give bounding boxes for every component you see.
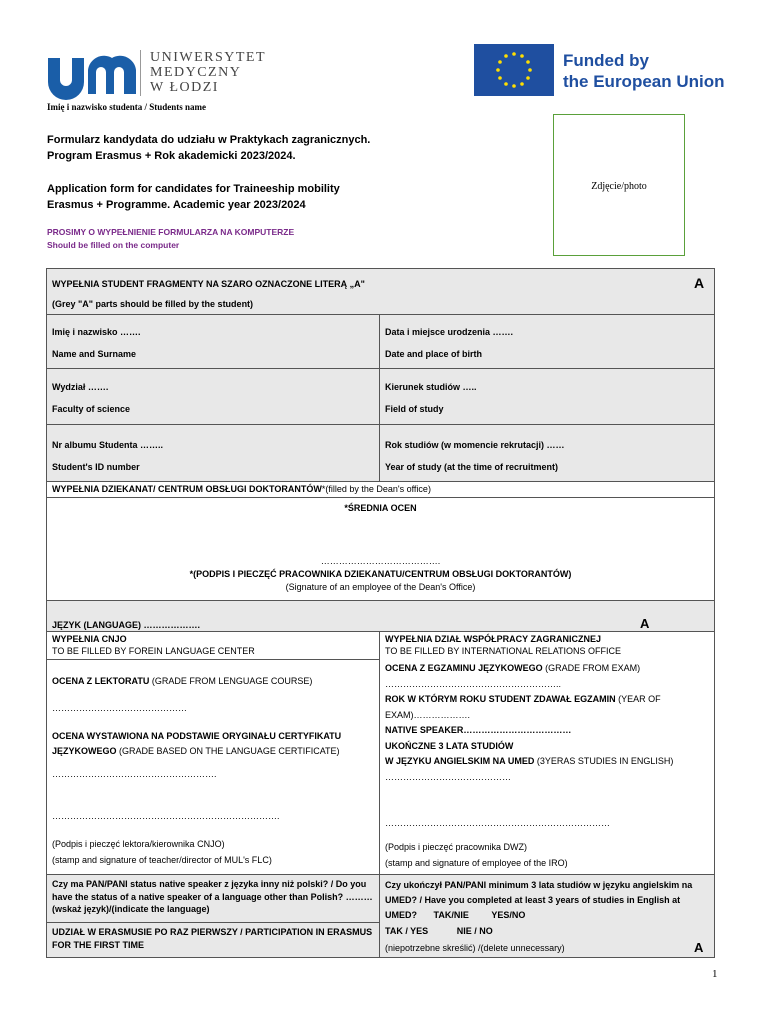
native-speaker-field[interactable]: NATIVE SPEAKER……………………………… xyxy=(385,725,572,735)
lector-grade-rest: (GRADE FROM LENGUAGE COURSE) xyxy=(149,676,313,686)
year-label-pl: Rok studiów (w momencie rekrutacji) …… xyxy=(385,440,565,450)
lector-sign-label xyxy=(52,836,272,868)
yes-no-option[interactable]: YES/NO xyxy=(491,910,526,920)
iro-title-en: TO BE FILLED BY INTERNATIONAL RELATIONS OFFICE xyxy=(385,645,622,656)
three-years-text: Czy ukończył PAN/PANI minimum 3 lata studiów w języku angielskim na UMED? / Have you completed at least 3 years of studies in English at UMED? xyxy=(385,880,693,920)
eu-funded-line2: the European Union xyxy=(563,72,725,91)
dean-header-bold: WYPEŁNIA DZIEKANAT/ CENTRUM OBSŁUGI DOKTORANTÓW xyxy=(52,484,322,494)
name-field[interactable] xyxy=(52,321,372,365)
cert-bold-2: JĘZYKOWEGO xyxy=(52,746,117,756)
cert-bold-1: OCENA WYSTAWIONA NA PODSTAWIE ORYGINAŁU CERTYFIKATU xyxy=(52,731,342,741)
title-english xyxy=(47,181,340,213)
section-a-letter: A xyxy=(694,275,705,291)
year-label-en: Year of study (at the time of recruitment) xyxy=(385,462,559,472)
university-logo xyxy=(46,48,276,100)
title-en-line1: Application form for candidates for Traineeship mobility xyxy=(47,183,340,195)
lector-grade-input[interactable]: ……………………………………… xyxy=(52,703,187,713)
deans-office-header xyxy=(52,484,431,496)
birth-label-en: Date and place of birth xyxy=(385,349,483,359)
section-a-subheader: (Grey "A" parts should be filled by the student) xyxy=(52,299,254,309)
exam-grade-bold: OCENA Z EGZAMINU JĘZYKOWEGO xyxy=(385,663,543,673)
erasmus-first-options xyxy=(385,926,493,938)
title-pl-line2: Program Erasmus + Rok akademicki 2023/2024. xyxy=(47,150,296,162)
cert-rest: (GRADE BASED ON THE LANGUAGE CERTIFICATE) xyxy=(116,746,340,756)
field-of-study-field[interactable] xyxy=(385,376,705,420)
exam-year-rest[interactable]: (YEAR OF EXAM)………………. xyxy=(385,694,661,720)
faculty-label-en: Faculty of science xyxy=(52,404,131,414)
iro-title-pl: WYPEŁNIA DZIAŁ WSPÓŁPRACY ZAGRANICZNEJ xyxy=(385,634,602,644)
lector-grade-label xyxy=(52,676,312,688)
section-a-header: WYPEŁNIA STUDENT FRAGMENTY NA SZARO OZNACZONE LITERĄ „A" xyxy=(52,279,365,289)
eu-funding-logo xyxy=(474,44,744,96)
cnjo-title-pl: WYPEŁNIA CNJO xyxy=(52,634,127,644)
title-polish xyxy=(47,132,370,164)
eu-flag-icon xyxy=(474,44,554,96)
photo-box[interactable] xyxy=(553,114,685,256)
field-label-en: Field of study xyxy=(385,404,444,414)
language-letter: A xyxy=(640,616,650,631)
lector-grade-bold: OCENA Z LEKTORATU xyxy=(52,676,150,686)
field-label-pl: Kierunek studiów ….. xyxy=(385,382,477,392)
native-speaker-question[interactable]: Czy ma PAN/PANI status native speaker z języka inny niż polski? / Do you have the status of a native speaker of a language other than Polish? ……… (wskaż język)/(indicate the language) xyxy=(52,879,373,914)
lector-sign-en: (stamp and signature of teacher/director of MUL's FLC) xyxy=(52,855,272,865)
name-label-en: Name and Surname xyxy=(52,349,137,359)
exam-grade-input[interactable]: ………………………………………………….. xyxy=(385,678,562,689)
birth-label-pl: Data i miejsce urodzenia ……. xyxy=(385,327,514,337)
cnjo-title xyxy=(52,634,255,657)
lector-sign-dots[interactable]: …………………………………………………………………. xyxy=(52,811,280,821)
iro-sign-en: (stamp and signature of employee of the IRO) xyxy=(385,858,568,868)
exam-year-bold: ROK W KTÓRYM ROKU STUDENT ZDAWAŁ EGZAMIN xyxy=(385,694,616,704)
exam-grade-rest: (GRADE FROM EXAM) xyxy=(542,663,641,673)
photo-label: Zdjęcie/photo xyxy=(591,181,647,192)
language-field[interactable]: JĘZYK (LANGUAGE) ………………. xyxy=(52,620,201,630)
iro-sign-pl: (Podpis i pieczęć pracownika DWZ) xyxy=(385,842,528,852)
tak-nie-option[interactable]: TAK/NIE xyxy=(433,910,469,920)
album-label-pl: Nr albumu Studenta …….. xyxy=(52,440,164,450)
completed-studies-label: UKOŃCZNE 3 LATA STUDIÓW xyxy=(385,740,514,751)
lector-sign-pl: (Podpis i pieczęć lektora/kierownika CNJO) xyxy=(52,839,225,849)
completed-english-rest: (3YERAS STUDIES IN ENGLISH) xyxy=(534,756,674,766)
birth-field[interactable] xyxy=(385,321,705,365)
logo-city-text: W ŁODZI xyxy=(150,80,219,95)
note-pl: PROSIMY O WYPEŁNIENIE FORMULARZA NA KOMPUTERZE xyxy=(47,227,295,237)
erasmus-first-question: UDZIAŁ W ERASMUSIE PO RAZ PIERWSZY / PARTICIPATION IN ERASMUS FOR THE FIRST TIME xyxy=(52,927,373,950)
year-of-study-field[interactable] xyxy=(385,434,710,478)
faculty-label-pl: Wydział ……. xyxy=(52,382,109,392)
album-label-en: Student's ID number xyxy=(52,462,140,472)
title-en-line2: Erasmus + Programme. Academic year 2023/2024 xyxy=(47,199,306,211)
iro-details xyxy=(385,661,710,785)
name-label-pl: Imię i nazwisko ……. xyxy=(52,327,141,337)
certificate-grade-input[interactable]: ………………………………………………. xyxy=(52,769,217,779)
eu-funded-line1: Funded by xyxy=(563,51,649,70)
iro-title xyxy=(385,634,621,657)
dean-sign-dots[interactable]: …………………………………. xyxy=(320,556,441,566)
certificate-grade-label xyxy=(52,729,372,759)
grade-average-label: *ŚREDNIA OCEN xyxy=(344,503,417,513)
page-number: 1 xyxy=(712,968,718,980)
logo-medical-text: MEDYCZNY xyxy=(150,65,242,80)
faculty-field[interactable] xyxy=(52,376,372,420)
nie-no-option[interactable]: NIE / NO xyxy=(456,926,493,936)
tak-yes-option[interactable]: TAK / YES xyxy=(385,926,429,936)
completed-english-bold: W JĘZYKU ANGIELSKIM NA UMED xyxy=(385,756,535,766)
computer-fill-note xyxy=(47,226,294,252)
album-number-field[interactable] xyxy=(52,434,372,478)
student-name-label: Imię i nazwisko studenta / Students name xyxy=(47,102,207,112)
logo-university-text: UNIWERSYTET xyxy=(150,50,267,65)
um-logo-mark xyxy=(46,48,136,100)
bottom-letter: A xyxy=(694,940,704,955)
iro-sign-dots[interactable]: ………………………………………………………………… xyxy=(385,818,610,828)
delete-unnecessary-note: (niepotrzebne skreślić) /(delete unnecessary) xyxy=(385,943,565,953)
dean-header-rest: *(filled by the Dean's office) xyxy=(321,484,431,494)
iro-sign-label xyxy=(385,839,568,871)
title-pl-line1: Formularz kandydata do udziału w Praktykach zagranicznych. xyxy=(47,134,371,146)
cnjo-title-en: TO BE FILLED BY FOREIN LANGUAGE CENTER xyxy=(52,645,255,656)
three-years-question[interactable] xyxy=(385,878,710,923)
completed-studies-input[interactable]: …………………………………… xyxy=(385,771,511,782)
dean-sign-label-en: (Signature of an employee of the Dean's Office) xyxy=(285,582,476,592)
note-en: Should be filled on the computer xyxy=(47,240,180,250)
dean-sign-label: *(PODPIS I PIECZĘĆ PRACOWNIKA DZIEKANATU/CENTRUM OBSŁUGI DOKTORANTÓW) xyxy=(189,569,572,579)
